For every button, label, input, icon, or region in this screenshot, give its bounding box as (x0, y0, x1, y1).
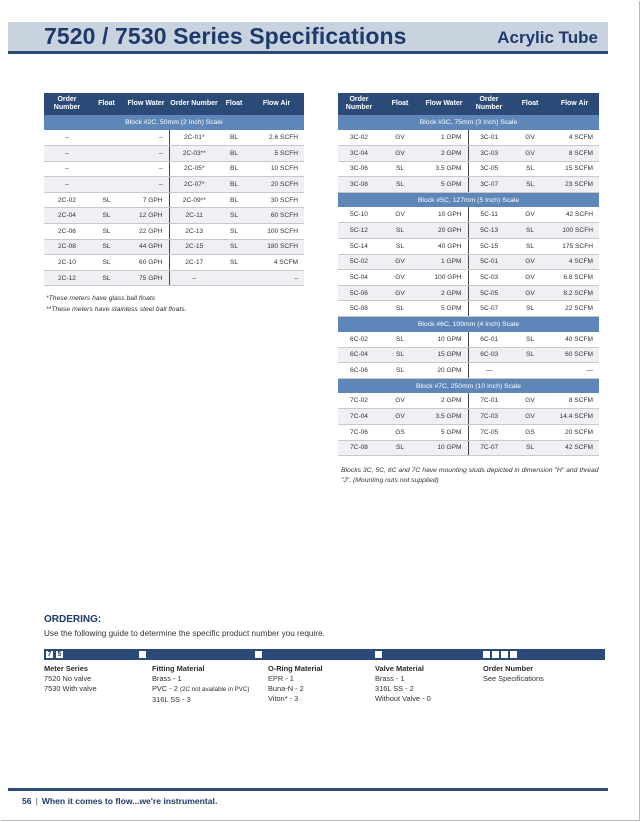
block-heading: Block #6C, 100mm (4 Inch) Scale (338, 317, 599, 332)
float-cell: SL (510, 161, 550, 177)
table-row (338, 393, 599, 409)
order-number-cell: 7C-06 (338, 425, 380, 441)
col-float: Float (380, 93, 420, 115)
order-number-cell: 5C-07 (468, 301, 510, 317)
float-cell: SL (90, 270, 123, 286)
order-number-cell: 3C-08 (338, 177, 380, 193)
order-number-cell: – (44, 130, 90, 146)
order-number-box (509, 650, 518, 659)
page-footer (22, 796, 217, 806)
float-cell: GS (380, 425, 420, 441)
block-heading-row (338, 317, 599, 332)
page-number: 56 (22, 796, 32, 806)
flow-water-cell: 40 GPH (420, 239, 468, 255)
order-number-cell: 5C-14 (338, 239, 380, 255)
flow-water-cell: 10 GPH (420, 207, 468, 223)
float-cell (90, 161, 123, 177)
flow-air-cell: 60 SCFM (550, 347, 599, 363)
flow-air-cell: 2.6 SCFH (249, 130, 304, 146)
flow-air-cell: 8.2 SCFM (550, 285, 599, 301)
table-header-row (338, 93, 599, 115)
float-cell: SL (90, 239, 123, 255)
order-number-cell: – (169, 270, 219, 286)
order-number-cell: 2C-17 (169, 255, 219, 271)
float-cell (90, 130, 123, 146)
option-line: 7520 No valve (44, 674, 92, 683)
order-number-cell: 7C-04 (338, 409, 380, 425)
order-number-cell: 5C-03 (468, 270, 510, 286)
float-cell: SL (380, 223, 420, 239)
table-row (44, 255, 304, 271)
float-cell: GV (380, 130, 420, 146)
table-row (338, 146, 599, 162)
block-heading: Block #3C, 75mm (3 Inch) Scale (338, 115, 599, 130)
col-order-number: Order Number (468, 93, 510, 115)
flow-air-cell: 4 SCFM (249, 255, 304, 271)
order-number-cell: 7C-07 (468, 440, 510, 456)
order-number-cell: — (468, 363, 510, 379)
flow-air-cell: 15 SCFM (550, 161, 599, 177)
float-cell: GV (380, 207, 420, 223)
float-cell: GS (510, 425, 550, 441)
float-cell: GV (510, 393, 550, 409)
option-line: Without Valve - 0 (375, 694, 431, 703)
float-cell: GV (510, 285, 550, 301)
flow-air-cell: 14.4 SCFM (550, 409, 599, 425)
order-number-cell: 7C-03 (468, 409, 510, 425)
float-cell: SL (380, 301, 420, 317)
flow-water-cell: 15 GPM (420, 347, 468, 363)
float-cell: GV (380, 285, 420, 301)
float-cell: SL (380, 363, 420, 379)
order-number-cell: 2C-02 (44, 192, 90, 208)
meter-series-column (44, 664, 97, 694)
float-cell: SL (380, 177, 420, 193)
flow-air-cell: 175 SCFH (550, 239, 599, 255)
block-heading-row (338, 192, 599, 207)
flow-air-cell: 6.8 SCFM (550, 270, 599, 286)
order-number-cell: 2C-13 (169, 224, 219, 240)
col-float: Float (510, 93, 550, 115)
float-cell (510, 363, 550, 379)
float-cell: SL (380, 440, 420, 456)
order-number-cell: 3C-02 (338, 130, 380, 146)
order-number-cell: 2C-08 (44, 239, 90, 255)
block-heading: Block #2C, 50mm (2 Inch) Scale (44, 115, 304, 130)
float-cell: SL (90, 255, 123, 271)
order-number-cell: 2C-06 (44, 224, 90, 240)
float-cell (90, 146, 123, 162)
table-row (338, 254, 599, 270)
float-cell: GV (510, 270, 550, 286)
page-title: 7520 / 7530 Series Specifications (44, 23, 407, 49)
option-line: Viton* - 3 (268, 694, 299, 703)
pvc-note: (2C not available in PVC) (179, 686, 250, 693)
float-cell (219, 270, 249, 286)
order-number-cell: 7C-05 (468, 425, 510, 441)
float-cell: SL (380, 239, 420, 255)
float-cell: SL (510, 301, 550, 317)
flow-air-cell: 40 SCFM (550, 332, 599, 348)
flow-air-cell: 42 SCFH (550, 207, 599, 223)
float-cell: GV (510, 207, 550, 223)
col-order-number: Order Number (44, 93, 90, 115)
order-number-cell: 2C-10 (44, 255, 90, 271)
option-line: 7530 With valve (44, 684, 97, 693)
table-row (338, 285, 599, 301)
float-cell: GV (380, 146, 420, 162)
float-cell: SL (510, 223, 550, 239)
flow-air-cell: 23 SCFM (550, 177, 599, 193)
table-row (44, 130, 304, 146)
table-header-row (44, 93, 304, 115)
block-heading-row (44, 115, 304, 130)
fitting-code-box (138, 650, 147, 659)
float-cell: BL (219, 130, 249, 146)
flow-water-cell: 22 GPH (123, 224, 169, 240)
float-cell: SL (380, 332, 420, 348)
flow-air-cell: 42 SCFM (550, 440, 599, 456)
footer-tagline: When it comes to flow...we're instrumental. (41, 796, 218, 806)
option-line (152, 684, 249, 695)
float-cell: SL (510, 332, 550, 348)
order-number-cell: – (44, 177, 90, 193)
prefix-digit-box: 7 (45, 650, 54, 659)
flow-water-cell: – (123, 130, 169, 146)
order-number-cell: 5C-06 (338, 285, 380, 301)
order-number-cell: 3C-01 (468, 130, 510, 146)
order-number-cell: 2C-03** (169, 146, 219, 162)
float-cell: GV (510, 130, 550, 146)
spec-table-3c-7c (338, 93, 599, 456)
col-float: Float (219, 93, 249, 115)
table-row (338, 425, 599, 441)
float-cell: GV (510, 146, 550, 162)
ordering-title: ORDERING: (44, 614, 102, 625)
flow-air-cell: 10 SCFH (249, 161, 304, 177)
flow-air-cell: 4 SCFM (550, 254, 599, 270)
order-number-cell: 3C-04 (338, 146, 380, 162)
spec-table-2c (44, 93, 304, 286)
table-row (338, 130, 599, 146)
order-number-cell: 2C-09** (169, 192, 219, 208)
table-row (338, 161, 599, 177)
flow-water-cell: – (123, 146, 169, 162)
float-cell: BL (219, 177, 249, 193)
table-row (338, 332, 599, 348)
oring-code-box (254, 650, 263, 659)
header-rule (8, 51, 608, 54)
col-flow-water: Flow Water (123, 93, 169, 115)
order-number-cell: 2C-07* (169, 177, 219, 193)
option-line: EPR - 1 (268, 674, 294, 683)
valve-material-column (375, 664, 431, 704)
block-heading: Block #5C, 127mm (5 Inch) Scale (338, 192, 599, 207)
float-cell: SL (510, 440, 550, 456)
order-number-cell: 5C-08 (338, 301, 380, 317)
column-title: Fitting Material (152, 664, 205, 673)
flow-water-cell: 10 GPM (420, 440, 468, 456)
col-flow-air: Flow Air (249, 93, 304, 115)
flow-air-cell: 180 SCFH (249, 239, 304, 255)
option-line: Brass - 1 (375, 674, 405, 683)
order-number-cell: 2C-12 (44, 270, 90, 286)
float-cell: GV (380, 270, 420, 286)
order-number-cell: 6C-06 (338, 363, 380, 379)
order-number-cell: 3C-06 (338, 161, 380, 177)
order-number-cell: 6C-02 (338, 332, 380, 348)
order-number-cell: – (44, 146, 90, 162)
table-row (338, 223, 599, 239)
order-number-cell: 2C-05* (169, 161, 219, 177)
flow-water-cell: 3.5 GPM (420, 161, 468, 177)
header-bar (8, 22, 608, 52)
block-heading-row (338, 378, 599, 393)
flow-air-cell: 60 SCFH (249, 208, 304, 224)
float-cell: SL (90, 208, 123, 224)
column-title: Order Number (483, 664, 534, 673)
flow-air-cell: – (249, 270, 304, 286)
flow-water-cell: 2 GPM (420, 393, 468, 409)
oring-material-column (268, 664, 323, 704)
fitting-material-column (152, 664, 249, 705)
valve-code-box (374, 650, 383, 659)
prefix-digit-box: 5 (55, 650, 64, 659)
table-row (338, 301, 599, 317)
float-cell: SL (510, 239, 550, 255)
flow-water-cell: 1 GPM (420, 130, 468, 146)
table-row (44, 208, 304, 224)
order-number-cell: 6C-04 (338, 347, 380, 363)
float-cell: BL (219, 192, 249, 208)
option-line: 316L SS - 3 (152, 695, 191, 704)
flow-water-cell: 100 GPH (420, 270, 468, 286)
order-number-cell: 3C-07 (468, 177, 510, 193)
float-cell: SL (90, 224, 123, 240)
table-row (338, 409, 599, 425)
order-number-column (483, 664, 544, 684)
flow-air-cell: 30 SCFH (249, 192, 304, 208)
order-number-box (482, 650, 491, 659)
flow-water-cell: 5 GPM (420, 425, 468, 441)
float-cell: BL (219, 161, 249, 177)
col-flow-air: Flow Air (550, 93, 599, 115)
order-number-box (491, 650, 500, 659)
flow-air-cell: 20 SCFH (249, 177, 304, 193)
order-number-cell: 5C-01 (468, 254, 510, 270)
option-line: 316L SS - 2 (375, 684, 414, 693)
flow-air-cell: 20 SCFM (550, 425, 599, 441)
table-row (44, 270, 304, 286)
flow-air-cell: 5 SCFH (249, 146, 304, 162)
flow-air-cell: 8 SCFM (550, 146, 599, 162)
flow-water-cell: 75 GPH (123, 270, 169, 286)
flow-air-cell: 100 SCFH (249, 224, 304, 240)
flow-water-cell: 44 GPH (123, 239, 169, 255)
flow-air-cell: 8 SCFM (550, 393, 599, 409)
order-number-cell: 3C-03 (468, 146, 510, 162)
float-cell: BL (219, 146, 249, 162)
table-row (338, 270, 599, 286)
flow-water-cell: 12 GPH (123, 208, 169, 224)
footnote-stainless: **These meters have stainless steel ball floats. (46, 306, 187, 313)
order-number-cell: 7C-02 (338, 393, 380, 409)
table-row (44, 224, 304, 240)
order-number-cell: 5C-12 (338, 223, 380, 239)
flow-water-cell: 20 GPH (420, 223, 468, 239)
order-number-cell: 2C-04 (44, 208, 90, 224)
order-number-cell: 5C-13 (468, 223, 510, 239)
float-cell: SL (219, 239, 249, 255)
order-number-cell: 2C-11 (169, 208, 219, 224)
order-number-cell: 2C-01* (169, 130, 219, 146)
flow-water-cell: 5 GPM (420, 177, 468, 193)
option-line: Brass - 1 (152, 674, 182, 683)
flow-water-cell: 3.5 GPM (420, 409, 468, 425)
order-number-cell: – (44, 161, 90, 177)
table-row (44, 177, 304, 193)
float-cell: SL (90, 192, 123, 208)
float-cell: SL (219, 255, 249, 271)
flow-water-cell: 2 GPM (420, 146, 468, 162)
flow-water-cell: 20 GPM (420, 363, 468, 379)
option-text: PVC - 2 (152, 684, 178, 693)
col-flow-water: Flow Water (420, 93, 468, 115)
order-number-cell: 5C-05 (468, 285, 510, 301)
flow-water-cell: 2 GPM (420, 285, 468, 301)
ordering-description: Use the following guide to determine the specific product number you require. (44, 629, 325, 638)
flow-water-cell: – (123, 161, 169, 177)
block-heading: Block #7C, 250mm (10 Inch) Scale (338, 378, 599, 393)
flow-water-cell: – (123, 177, 169, 193)
order-number-cell: 5C-11 (468, 207, 510, 223)
float-cell: SL (219, 224, 249, 240)
flow-water-cell: 7 GPH (123, 192, 169, 208)
float-cell: SL (510, 177, 550, 193)
order-code-bar (44, 649, 605, 660)
order-number-cell: 6C-03 (468, 347, 510, 363)
col-order-number: Order Number (338, 93, 380, 115)
flow-air-cell: 100 SCFH (550, 223, 599, 239)
order-number-cell: 5C-15 (468, 239, 510, 255)
block-heading-row (338, 115, 599, 130)
footnote-glass: *These meters have glass ball floats (46, 295, 156, 302)
footer-separator: | (35, 796, 38, 806)
table-row (44, 161, 304, 177)
order-number-cell: 2C-15 (169, 239, 219, 255)
float-cell: SL (380, 161, 420, 177)
column-title: Valve Material (375, 664, 424, 673)
flow-water-cell: 5 GPM (420, 301, 468, 317)
column-title: O-Ring Material (268, 664, 323, 673)
table-row (44, 192, 304, 208)
mounting-note: Blocks 3C, 5C, 6C and 7C have mounting studs depicted in dimension "H" and thread "J". (Mounting nuts not supplied) (341, 467, 599, 484)
option-line: See Specifications (483, 674, 544, 683)
table-row (44, 239, 304, 255)
float-cell: GV (380, 393, 420, 409)
flow-air-cell: 4 SCFM (550, 130, 599, 146)
flow-water-cell: 60 GPH (123, 255, 169, 271)
float-cell: GV (510, 409, 550, 425)
table-row (338, 239, 599, 255)
table-row (44, 146, 304, 162)
table-row (338, 363, 599, 379)
order-number-cell: 5C-10 (338, 207, 380, 223)
flow-air-cell: 22 SCFM (550, 301, 599, 317)
table-row (338, 177, 599, 193)
col-float: Float (90, 93, 123, 115)
table-row (338, 347, 599, 363)
footer-rule (8, 788, 608, 791)
col-order-number: Order Number (169, 93, 219, 115)
order-number-box (500, 650, 509, 659)
flow-water-cell: 1 GPM (420, 254, 468, 270)
float-cell: GV (380, 409, 420, 425)
order-number-cell: 3C-05 (468, 161, 510, 177)
order-number-cell: 7C-01 (468, 393, 510, 409)
table-row (338, 207, 599, 223)
order-number-cell: 5C-04 (338, 270, 380, 286)
flow-air-cell: — (550, 363, 599, 379)
float-cell: SL (380, 347, 420, 363)
table-row (338, 440, 599, 456)
float-cell: GV (510, 254, 550, 270)
flow-water-cell: 10 GPM (420, 332, 468, 348)
float-cell: GV (380, 254, 420, 270)
float-cell (90, 177, 123, 193)
float-cell: SL (219, 208, 249, 224)
order-number-cell: 5C-02 (338, 254, 380, 270)
order-number-cell: 7C-08 (338, 440, 380, 456)
float-cell: SL (510, 347, 550, 363)
option-line: Buna-N - 2 (268, 684, 304, 693)
product-category: Acrylic Tube (497, 28, 598, 47)
column-title: Meter Series (44, 664, 88, 673)
order-number-cell: 6C-01 (468, 332, 510, 348)
